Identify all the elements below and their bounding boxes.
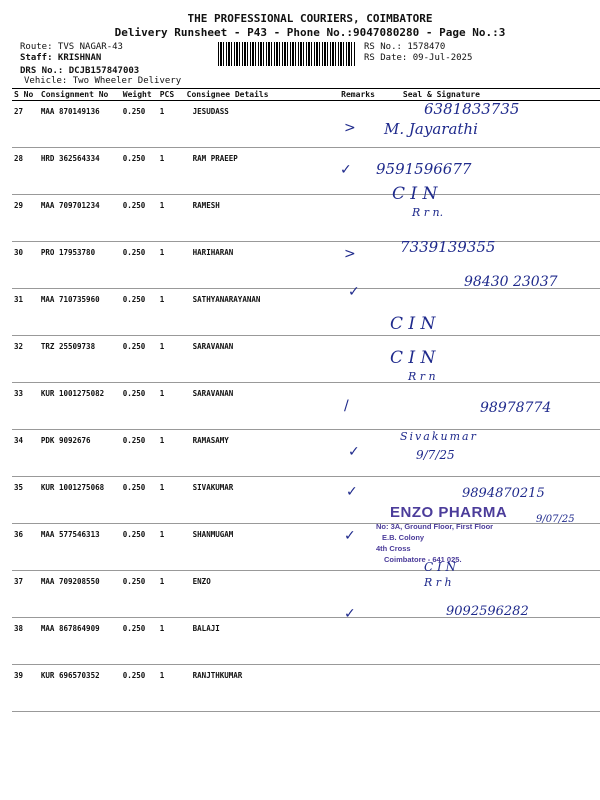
weight-cell: 0.250	[121, 148, 158, 195]
drs-label: DRS No.: DCJB157847003	[20, 66, 140, 76]
handwritten-phone: 7339139355	[400, 238, 496, 256]
consignee-cell: SHANMUGAM	[185, 524, 340, 571]
handwritten-note: C I N	[392, 184, 438, 204]
sno-cell: 37	[12, 571, 39, 618]
pcs-cell: 1	[158, 289, 185, 336]
handwritten-phone: 9894870215	[462, 486, 545, 501]
handwritten-phone: 9092596282	[446, 604, 529, 619]
weight-cell: 0.250	[121, 195, 158, 242]
sno-cell: 34	[12, 430, 39, 477]
consignee-cell: JESUDASS	[185, 101, 340, 148]
pcs-cell: 1	[158, 101, 185, 148]
handwritten-note: C I N	[390, 348, 436, 368]
consignment-cell: PDK 9092676	[39, 430, 121, 477]
remarks-cell	[339, 618, 377, 665]
pcs-cell: 1	[158, 571, 185, 618]
tick-mark-icon: ✓	[348, 444, 360, 460]
table-header-row	[12, 89, 600, 101]
sno-cell: 28	[12, 148, 39, 195]
remarks-cell	[339, 195, 377, 242]
table-row	[12, 336, 600, 383]
weight-cell: 0.250	[121, 571, 158, 618]
consignment-cell: MAA 867864909	[39, 618, 121, 665]
table-row	[12, 289, 600, 336]
handwritten-phone: 9591596677	[376, 160, 472, 178]
weight-cell: 0.250	[121, 618, 158, 665]
runsheet-subtitle: Delivery Runsheet - P43 - Phone No.:9047080280 - Page No.:3	[114, 26, 506, 39]
consignment-cell: KUR 1001275068	[39, 477, 121, 524]
sno-cell: 27	[12, 101, 39, 148]
sno-cell: 39	[12, 665, 39, 712]
consignment-cell: MAA 710735960	[39, 289, 121, 336]
weight-cell: 0.250	[121, 477, 158, 524]
stamp-company-name: ENZO PHARMA	[390, 504, 508, 521]
consignee-cell: HARIHARAN	[185, 242, 340, 289]
stamp-address-line: Coimbatore - 641 025.	[384, 555, 462, 564]
col-header: S No	[12, 89, 39, 101]
consignee-cell: ENZO	[185, 571, 340, 618]
route-label: Route: TVS NAGAR-43	[20, 42, 123, 52]
pcs-cell: 1	[158, 477, 185, 524]
sno-cell: 38	[12, 618, 39, 665]
rs-number: RS No.: 1578470	[364, 42, 446, 52]
col-header: Consignee Details	[185, 89, 340, 101]
handwritten-note: C I N	[424, 560, 457, 574]
consignee-cell: RANJTHKUMAR	[185, 665, 340, 712]
handwritten-phone: 98978774	[480, 400, 552, 416]
consignee-cell: SATHYANARAYANAN	[185, 289, 340, 336]
consignment-cell: TRZ 25509738	[39, 336, 121, 383]
sno-cell: 35	[12, 477, 39, 524]
remarks-cell	[339, 665, 377, 712]
remarks-cell	[339, 336, 377, 383]
company-stamp	[376, 504, 596, 565]
tick-mark-icon: ✓	[348, 284, 360, 300]
handwritten-note: R r n	[408, 370, 436, 383]
consignment-cell: KUR 1001275082	[39, 383, 121, 430]
col-header: Weight	[121, 89, 158, 101]
consignment-cell: PRO 17953780	[39, 242, 121, 289]
consignment-cell: MAA 577546313	[39, 524, 121, 571]
tick-mark-icon: >	[344, 120, 356, 136]
handwritten-date: 9/07/25	[536, 514, 575, 525]
weight-cell: 0.250	[121, 289, 158, 336]
handwritten-note: R r h	[424, 576, 452, 589]
sno-cell: 36	[12, 524, 39, 571]
remarks-cell	[339, 477, 377, 524]
staff-label: Staff: KRISHNAN	[20, 53, 102, 63]
consignment-cell: HRD 362564334	[39, 148, 121, 195]
handwritten-phone: 6381833735	[424, 100, 520, 118]
tick-mark-icon: >	[344, 246, 356, 262]
signature-cell	[377, 665, 600, 712]
weight-cell: 0.250	[121, 524, 158, 571]
pcs-cell: 1	[158, 524, 185, 571]
sno-cell: 32	[12, 336, 39, 383]
col-header: PCS	[158, 89, 185, 101]
handwritten-note: C I N	[390, 314, 436, 334]
stamp-address-line: No: 3A, Ground Floor, First Floor	[376, 522, 494, 531]
vehicle-label: Vehicle: Two Wheeler Delivery	[24, 76, 182, 86]
handwritten-date: 9/7/25	[416, 448, 455, 462]
sno-cell: 29	[12, 195, 39, 242]
barcode	[218, 42, 356, 66]
weight-cell: 0.250	[121, 242, 158, 289]
table-row	[12, 430, 600, 477]
consignee-cell: SARAVANAN	[185, 383, 340, 430]
table-row	[12, 618, 600, 665]
consignee-cell: SARAVANAN	[185, 336, 340, 383]
pcs-cell: 1	[158, 430, 185, 477]
col-header: Seal & Signature	[377, 89, 600, 101]
pcs-cell: 1	[158, 383, 185, 430]
consignee-cell: SIVAKUMAR	[185, 477, 340, 524]
rs-date: RS Date: 09-Jul-2025	[364, 53, 473, 63]
col-header: Consignment No	[39, 89, 121, 101]
tick-mark-icon: ✓	[340, 162, 352, 178]
consignee-cell: BALAJI	[185, 618, 340, 665]
consignment-cell: MAA 870149136	[39, 101, 121, 148]
sno-cell: 31	[12, 289, 39, 336]
table-row	[12, 195, 600, 242]
tick-mark-icon: ✓	[344, 528, 356, 544]
table-row	[12, 148, 600, 195]
weight-cell: 0.250	[121, 383, 158, 430]
sno-cell: 33	[12, 383, 39, 430]
pcs-cell: 1	[158, 618, 185, 665]
tick-mark-icon: ✓	[346, 484, 358, 500]
pcs-cell: 1	[158, 148, 185, 195]
tick-mark-icon: ✓	[344, 606, 356, 622]
company-title: THE PROFESSIONAL COURIERS, COIMBATORE	[187, 12, 433, 25]
handwritten-signature: M. Jayarathi	[384, 120, 478, 138]
pcs-cell: 1	[158, 195, 185, 242]
pcs-cell: 1	[158, 336, 185, 383]
consignment-cell: MAA 709701234	[39, 195, 121, 242]
pcs-cell: 1	[158, 242, 185, 289]
signature-cell	[377, 618, 600, 665]
handwritten-note: R r n.	[412, 206, 444, 219]
consignee-cell: RAMASAMY	[185, 430, 340, 477]
handwritten-signature: Sivakumar	[400, 430, 478, 443]
consignment-cell: KUR 696570352	[39, 665, 121, 712]
col-header: Remarks	[341, 90, 375, 99]
consignment-cell: MAA 709208550	[39, 571, 121, 618]
stamp-address-line: E.B. Colony	[382, 533, 425, 542]
weight-cell: 0.250	[121, 430, 158, 477]
stamp-address-line: 4th Cross	[376, 544, 411, 553]
consignee-cell: RAMESH	[185, 195, 340, 242]
tick-mark-icon: /	[344, 398, 349, 414]
consignee-cell: RAM PRAEEP	[185, 148, 340, 195]
handwritten-phone: 98430 23037	[464, 274, 558, 290]
weight-cell: 0.250	[121, 665, 158, 712]
pcs-cell: 1	[158, 665, 185, 712]
sno-cell: 30	[12, 242, 39, 289]
table-row	[12, 665, 600, 712]
weight-cell: 0.250	[121, 336, 158, 383]
weight-cell: 0.250	[121, 101, 158, 148]
